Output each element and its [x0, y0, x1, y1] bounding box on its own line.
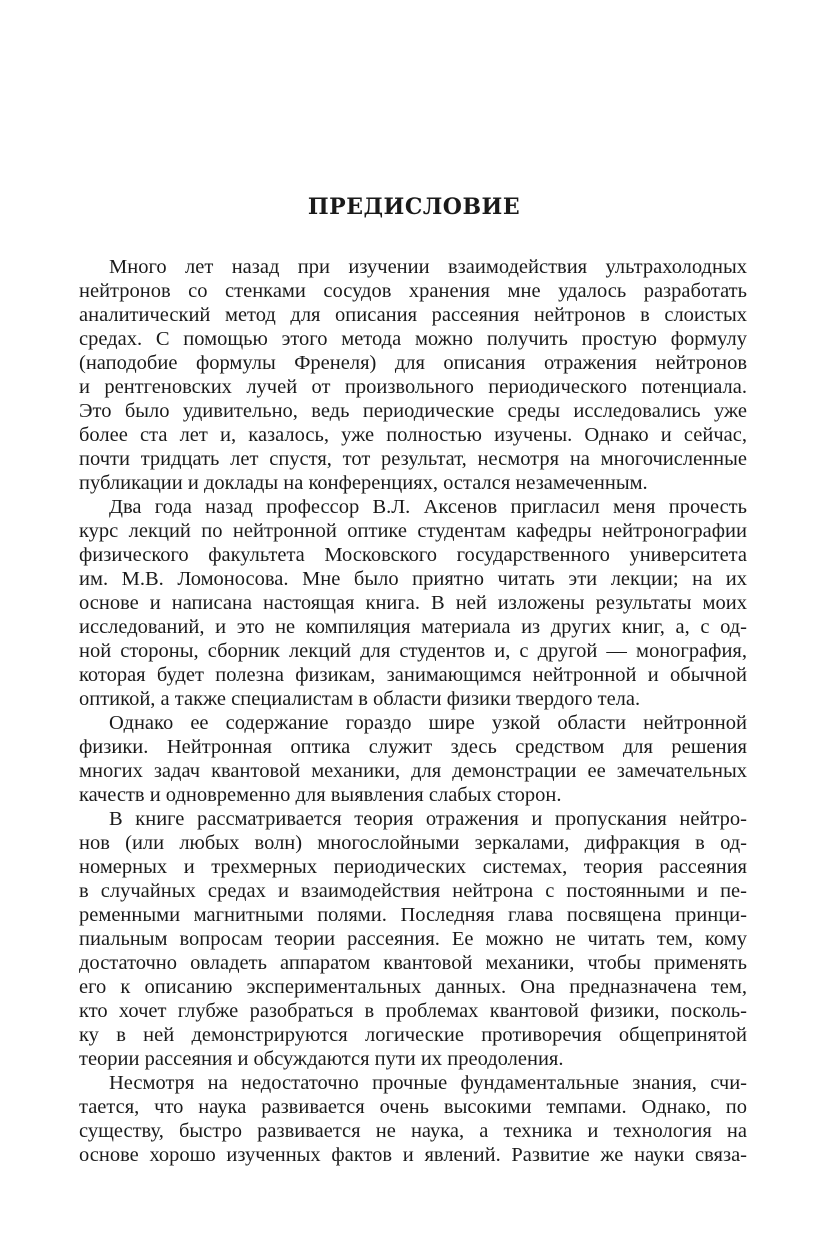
text-line: нейтронов со стенками сосудов хранения мне удалось разработать [79, 280, 747, 302]
text-line: В книге рассматривается теория отражения и пропускания нейтро- [109, 808, 747, 830]
text-line: тается, что наука развивается очень высокими темпами. Однако, по [79, 1096, 747, 1118]
text-line: ременными магнитными полями. Последняя глава посвящена принци- [79, 904, 747, 926]
text-line: Однако ее содержание гораздо шире узкой области нейтронной [109, 712, 747, 734]
text-line: которая будет полезна физикам, занимающимся нейтронной и обычной [79, 664, 747, 686]
text-line: в случайных средах и взаимодействия нейтрона с постоянными и пе- [79, 880, 747, 902]
body-text [79, 255, 747, 1167]
text-line: более ста лет и, казалось, уже полностью изучены. Однако и сейчас, [79, 424, 747, 446]
text-line: ной стороны, сборник лекций для студентов и, с другой — монография, [79, 640, 747, 662]
text-line: номерных и трехмерных периодических системах, теория рассеяния [79, 856, 747, 878]
text-line: оптикой, а также специалистам в области физики твердого тела. [79, 688, 641, 710]
text-line: и рентгеновских лучей от произвольного периодического потенциала. [79, 376, 747, 398]
text-line: Два года назад профессор В.Л. Аксенов пригласил меня прочесть [109, 496, 747, 518]
text-line: кто хочет глубже разобраться в проблемах квантовой физики, посколь- [79, 1000, 747, 1022]
text-line: достаточно овладеть аппаратом квантовой механики, чтобы применять [79, 952, 747, 974]
text-line: физического факультета Московского государственного университета [79, 544, 747, 566]
text-line: Много лет назад при изучении взаимодействия ультрахолодных [109, 256, 747, 278]
paragraph [79, 1071, 747, 1167]
text-line: публикации и доклады на конференциях, остался незамеченным. [79, 472, 648, 494]
page-title: ПРЕДИСЛОВИЕ [307, 194, 521, 220]
text-line: почти тридцать лет спустя, тот результат, несмотря на многочисленные [79, 448, 747, 470]
text-line: аналитический метод для описания рассеяния нейтронов в слоистых [79, 304, 747, 326]
text-line: его к описанию экспериментальных данных. Она предназначена тем, [79, 976, 747, 998]
text-line: качеств и одновременно для выявления слабых сторон. [79, 784, 562, 806]
text-line: им. М.В. Ломоносова. Мне было приятно читать эти лекции; на их [79, 568, 747, 590]
text-line: физики. Нейтронная оптика служит здесь средством для решения [79, 736, 747, 758]
text-line: ку в ней демонстрируются логические противоречия общепринятой [79, 1024, 747, 1046]
text-line: средах. С помощью этого метода можно получить простую формулу [79, 328, 747, 350]
text-line: многих задач квантовой механики, для демонстрации ее замечательных [79, 760, 747, 782]
text-line: Несмотря на недостаточно прочные фундаментальные знания, счи- [109, 1072, 747, 1094]
text-line: теории рассеяния и обсуждаются пути их преодоления. [79, 1048, 564, 1070]
text-line: основе и написана настоящая книга. В ней изложены результаты моих [79, 592, 747, 614]
text-line: пиальным вопросам теории рассеяния. Ее можно не читать тем, кому [79, 928, 747, 950]
text-line: курс лекций по нейтронной оптике студентам кафедры нейтронографии [79, 520, 747, 542]
text-line: нов (или любых волн) многослойными зеркалами, дифракция в од- [79, 832, 747, 854]
text-line: исследований, и это не компиляция материала из других книг, а, с од- [79, 616, 747, 638]
text-line: существу, быстро развивается не наука, а техника и технология на [79, 1120, 747, 1142]
paragraph [79, 255, 747, 495]
text-line: (наподобие формулы Френеля) для описания отражения нейтронов [79, 352, 747, 374]
text-line: Это было удивительно, ведь периодические среды исследовались уже [79, 400, 747, 422]
paragraph [79, 711, 747, 807]
paragraph [79, 495, 747, 711]
paragraph [79, 807, 747, 1071]
text-line: основе хорошо изученных фактов и явлений. Развитие же науки связа- [79, 1144, 747, 1166]
